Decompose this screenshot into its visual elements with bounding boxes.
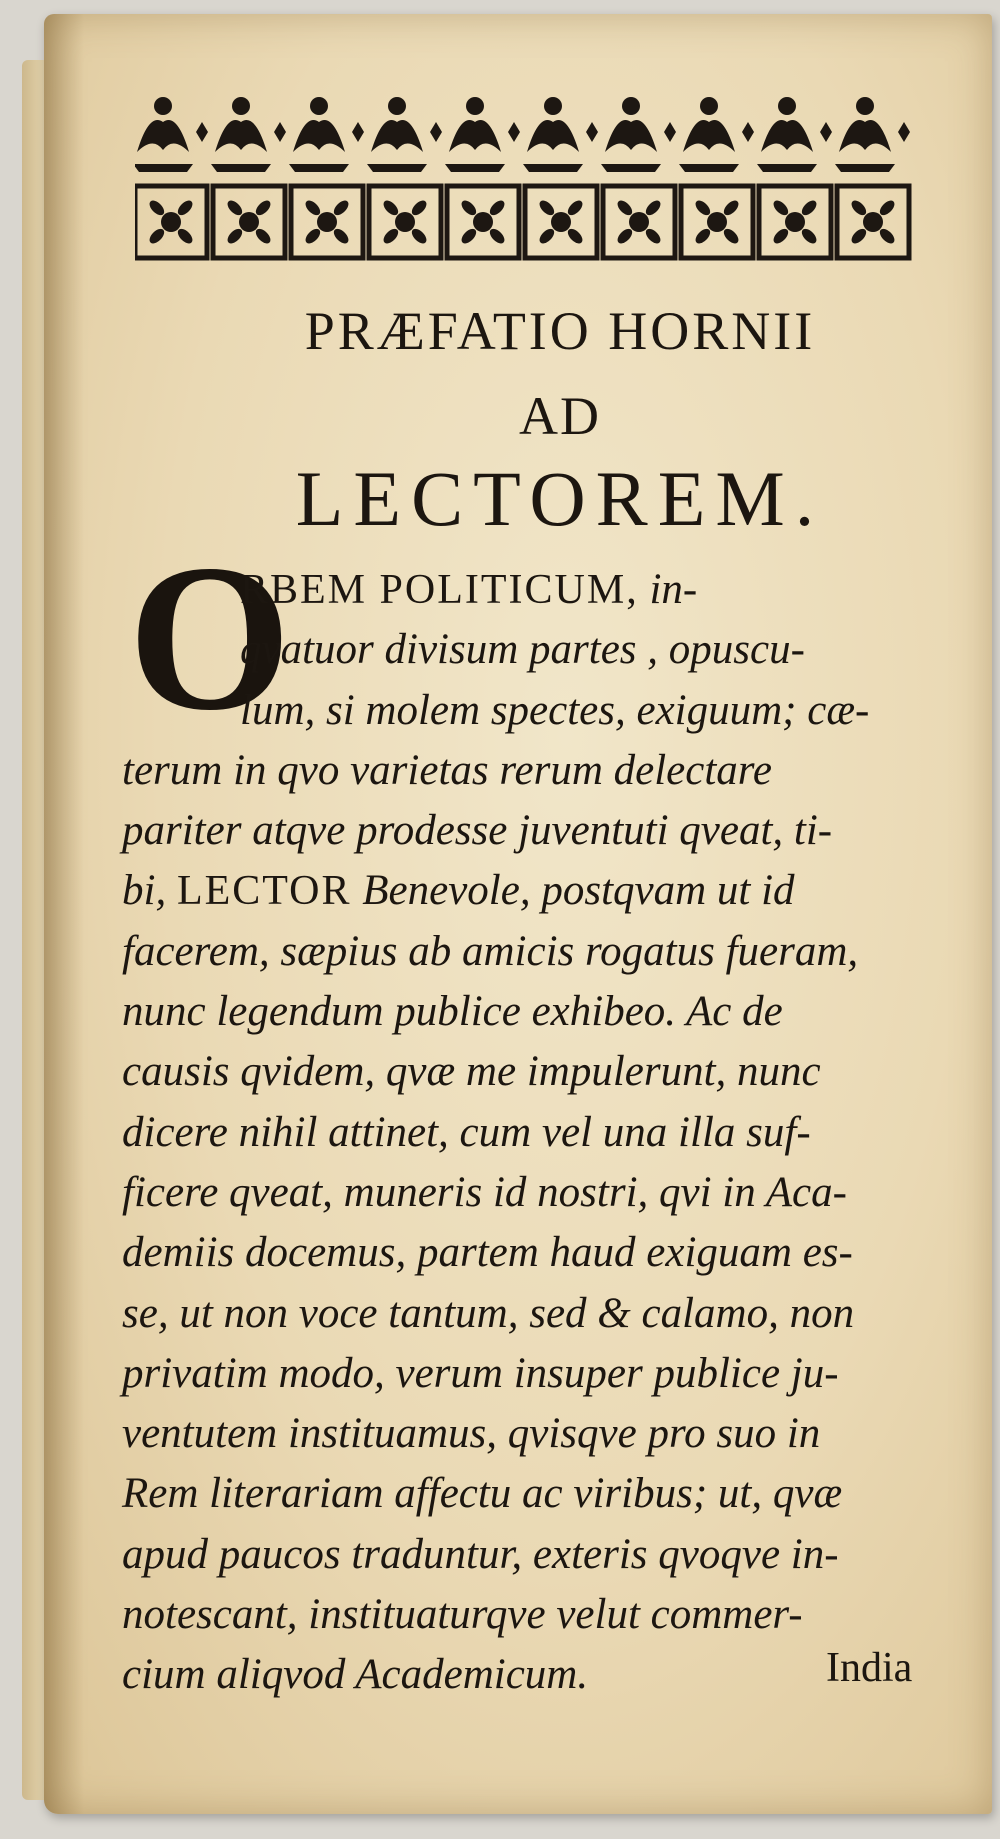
fleuron-icon — [622, 97, 640, 115]
fleuron-icon — [820, 122, 832, 142]
text-line: pariter atqve prodesse juventuti qveat, ti- — [122, 807, 833, 855]
rosette-icon — [615, 226, 635, 246]
text-line: terum in qvo varietas rerum delectare — [122, 746, 773, 794]
text-line: bi, LECTOR Benevole, postqvam ut id — [122, 867, 795, 915]
fleuron-icon — [388, 97, 406, 115]
fleuron-icon — [839, 120, 891, 152]
fleuron-icon — [778, 97, 796, 115]
fleuron-icon — [310, 97, 328, 115]
rosette-icon — [707, 212, 727, 232]
fleuron-icon — [856, 97, 874, 115]
rosette-icon — [409, 198, 429, 218]
text-line: RBEM POLITICUM, in- — [240, 566, 698, 613]
rosette-icon — [459, 198, 479, 218]
fleuron-icon — [445, 164, 505, 172]
fleuron-icon — [232, 97, 250, 115]
fleuron-icon — [371, 120, 423, 152]
fleuron-icon — [664, 122, 676, 142]
fleuron-icon — [154, 97, 172, 115]
rosette-icon — [317, 212, 337, 232]
text-line: demiis docemus, partem haud exiguam es- — [122, 1229, 853, 1277]
text-line: ficere qveat, muneris id nostri, qvi in Aca- — [122, 1168, 847, 1216]
rosette-icon — [331, 198, 351, 218]
rosette-icon — [693, 226, 713, 246]
rosette-icon — [395, 212, 415, 232]
fleuron-icon — [430, 122, 442, 142]
rosette-icon — [771, 198, 791, 218]
fleuron-icon — [757, 164, 817, 172]
rosette-icon — [175, 198, 195, 218]
rosette-icon — [381, 198, 401, 218]
fleuron-icon — [527, 120, 579, 152]
text-line: notescant, instituaturqve velut commer- — [122, 1591, 803, 1639]
text-line: nunc legendum publice exhibeo. Ac de — [122, 988, 783, 1036]
fleuron-icon — [466, 97, 484, 115]
rosette-icon — [253, 226, 273, 246]
text-line: facerem, sæpius ab amicis rogatus fueram, — [122, 927, 859, 975]
rosette-icon — [175, 226, 195, 246]
rosette-icon — [303, 198, 323, 218]
text-line: se, ut non voce tantum, sed & calamo, non — [122, 1289, 855, 1337]
text-line: lum, si molem spectes, exiguum; cæ- — [240, 686, 870, 734]
printers-ornament-band — [135, 92, 955, 268]
text-line: privatim modo, verum insuper publice ju- — [122, 1349, 839, 1397]
text-line: dicere nihil attinet, cum vel una illa suf- — [122, 1108, 811, 1156]
fleuron-icon — [289, 164, 349, 172]
fleuron-icon — [742, 122, 754, 142]
fleuron-icon — [367, 164, 427, 172]
text-line: cium aliqvod Academicum. — [122, 1651, 589, 1699]
rosette-icon — [409, 226, 429, 246]
rosette-icon — [551, 212, 571, 232]
rosette-icon — [849, 198, 869, 218]
rosette-icon — [225, 226, 245, 246]
fleuron-icon — [352, 122, 364, 142]
rosette-icon — [331, 226, 351, 246]
rosette-icon — [225, 198, 245, 218]
fleuron-icon — [761, 120, 813, 152]
rosette-icon — [877, 198, 897, 218]
fleuron-icon — [544, 97, 562, 115]
text-line: Rem literariam affectu ac viribus; ut, qvæ — [122, 1470, 843, 1518]
rosette-icon — [565, 226, 585, 246]
rosette-icon — [721, 198, 741, 218]
rosette-icon — [799, 198, 819, 218]
rosette-icon — [799, 226, 819, 246]
rosette-icon — [253, 198, 273, 218]
rosette-icon — [537, 226, 557, 246]
rosette-icon — [863, 212, 883, 232]
fleuron-icon — [605, 120, 657, 152]
text-line: causis qvidem, qvæ me impulerunt, nunc — [122, 1048, 821, 1096]
rosette-icon — [643, 226, 663, 246]
text-line: ventutem instituamus, qvisqve pro suo in — [122, 1410, 821, 1458]
fleuron-icon — [508, 122, 520, 142]
fleuron-icon — [449, 120, 501, 152]
spine-shadow — [44, 14, 84, 1814]
rosette-icon — [629, 212, 649, 232]
text-line: qvatuor divisum partes , opuscu- — [240, 626, 805, 674]
rosette-icon — [849, 226, 869, 246]
rosette-icon — [147, 226, 167, 246]
fleuron-icon — [898, 122, 910, 142]
rosette-icon — [239, 212, 259, 232]
rosette-icon — [487, 226, 507, 246]
rosette-icon — [615, 198, 635, 218]
fleuron-icon — [700, 97, 718, 115]
body-text — [122, 560, 942, 1706]
fleuron-icon — [274, 122, 286, 142]
fleuron-icon — [211, 164, 271, 172]
rosette-icon — [721, 226, 741, 246]
rosette-icon — [643, 198, 663, 218]
rosette-icon — [785, 212, 805, 232]
fleuron-icon — [835, 164, 895, 172]
rosette-icon — [693, 198, 713, 218]
text-line: apud paucos traduntur, exteris qvoqve in- — [122, 1530, 839, 1578]
title-line-1: PRÆFATIO HORNII — [304, 301, 816, 361]
rosette-icon — [537, 198, 557, 218]
fleuron-icon — [683, 120, 735, 152]
rosette-icon — [771, 226, 791, 246]
fleuron-icon — [196, 122, 208, 142]
fleuron-icon — [135, 164, 193, 172]
rosette-icon — [565, 198, 585, 218]
fleuron-icon — [601, 164, 661, 172]
fleuron-icon — [215, 120, 267, 152]
rosette-icon — [381, 226, 401, 246]
title-line-2: AD — [519, 386, 601, 446]
rosette-icon — [877, 226, 897, 246]
rosette-icon — [303, 226, 323, 246]
rosette-icon — [487, 198, 507, 218]
drop-cap: O — [128, 522, 292, 754]
rosette-icon — [473, 212, 493, 232]
title-line-3: LECTOREM. — [295, 455, 825, 542]
fleuron-icon — [523, 164, 583, 172]
fleuron-icon — [293, 120, 345, 152]
fleuron-icon — [586, 122, 598, 142]
rosette-icon — [459, 226, 479, 246]
rosette-icon — [147, 198, 167, 218]
rosette-icon — [161, 212, 181, 232]
fleuron-icon — [137, 120, 189, 152]
catchword: India — [826, 1645, 913, 1691]
fleuron-icon — [679, 164, 739, 172]
